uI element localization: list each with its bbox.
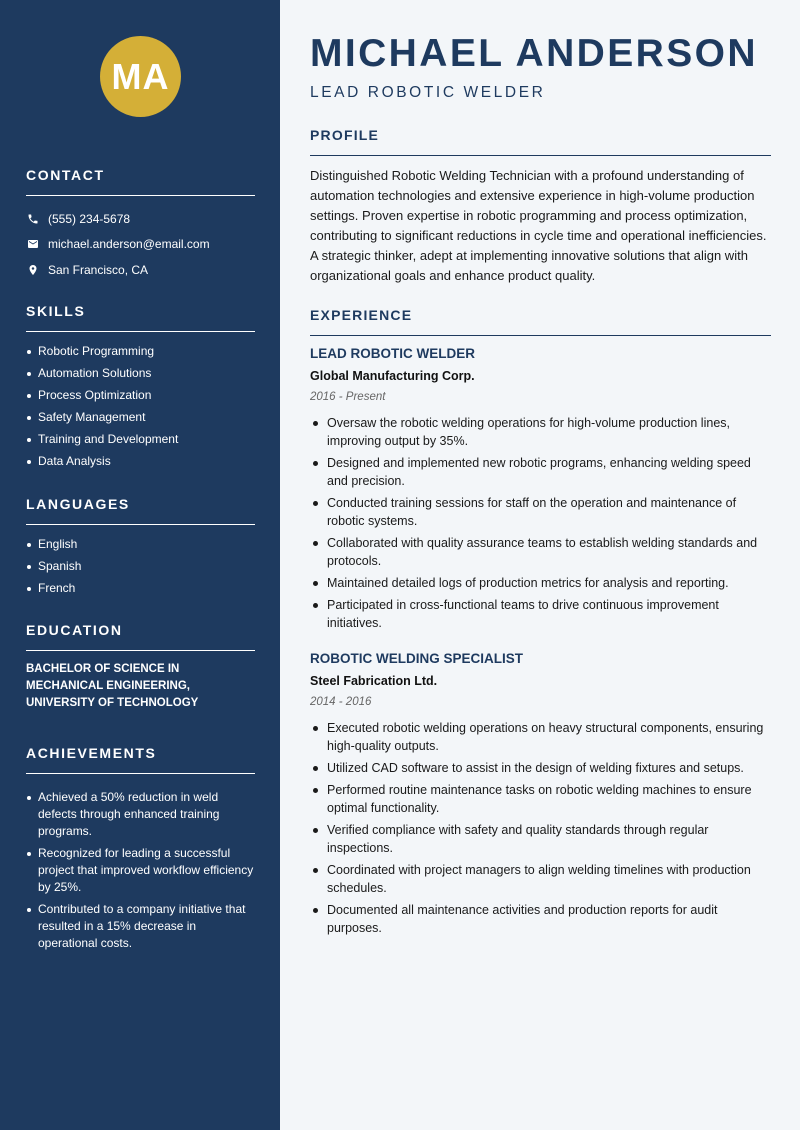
languages-section [26, 496, 255, 602]
achievement-item: Achieved a 50% reduction in weld defects through enhanced training programs. [26, 789, 255, 840]
email-text: michael.anderson@email.com [48, 237, 210, 252]
job-bullet: Verified compliance with safety and quality standards through regular inspections. [310, 821, 771, 857]
contact-location [26, 257, 255, 283]
job-entry [310, 346, 771, 636]
achievements-divider [26, 773, 255, 774]
job-bullet: Conducted training sessions for staff on the operation and maintenance of robotic systems. [310, 494, 771, 530]
phone-icon [26, 212, 40, 226]
profile-text: Distinguished Robotic Welding Technician with a profound understanding of automation technologies and extensive experience in high-volume production settings. Proven expertise in robotic programming and process optimization, contributing to significant reductions in cycle time and operational inefficiencies. A strategic thinker, adept at implementing innovative solutions that align with organizational goals and enhance product quality. [310, 168, 767, 283]
job-bullet: Maintained detailed logs of production metrics for analysis and reporting. [310, 574, 771, 592]
job-title: ROBOTIC WELDING SPECIALIST [310, 651, 524, 666]
skills-section [26, 303, 255, 475]
job-bullet: Collaborated with quality assurance teams to establish welding standards and protocols. [310, 534, 771, 570]
profile-section [310, 127, 771, 286]
skill-item: Process Optimization [26, 387, 255, 404]
main-content [280, 0, 800, 1130]
education-degree: BACHELOR OF SCIENCE IN MECHANICAL ENGINEERING, UNIVERSITY OF TECHNOLOGY [26, 663, 199, 709]
language-item: English [26, 536, 255, 553]
avatar: MA [100, 36, 181, 117]
location-pin-icon [26, 263, 40, 277]
skills-divider [26, 331, 255, 332]
job-bullet: Documented all maintenance activities and production reports for audit purposes. [310, 901, 771, 937]
candidate-title: LEAD ROBOTIC WELDER [310, 84, 546, 101]
job-bullet: Coordinated with project managers to align welding timelines with production schedules. [310, 861, 771, 897]
education-section [26, 622, 255, 712]
job-dates: 2014 - 2016 [310, 696, 372, 708]
location-text: San Francisco, CA [48, 262, 149, 277]
education-divider [26, 650, 255, 651]
skill-item: Robotic Programming [26, 343, 255, 360]
profile-divider [310, 155, 771, 156]
achievement-item: Contributed to a company initiative that resulted in a 15% decrease in operational costs. [26, 901, 255, 952]
skills-heading: SKILLS [26, 303, 86, 319]
job-bullet: Participated in cross-functional teams to drive continuous improvement initiatives. [310, 596, 771, 632]
achievements-section [26, 745, 255, 957]
contact-heading: CONTACT [26, 167, 105, 183]
contact-section [26, 167, 255, 283]
candidate-name: MICHAEL ANDERSON [310, 32, 758, 75]
achievement-item: Recognized for leading a successful project that improved workflow efficiency by 25%. [26, 845, 255, 896]
phone-text: (555) 234-5678 [48, 211, 131, 226]
job-bullet: Executed robotic welding operations on heavy structural components, ensuring high-quality outputs. [310, 719, 771, 755]
contact-divider [26, 195, 255, 196]
languages-divider [26, 524, 255, 525]
job-dates: 2016 - Present [310, 391, 386, 403]
skill-item: Safety Management [26, 409, 255, 426]
job-company: Global Manufacturing Corp. [310, 369, 475, 383]
job-bullet: Oversaw the robotic welding operations for high-volume production lines, improving output by 35%. [310, 414, 771, 450]
sidebar [0, 0, 280, 1130]
experience-heading: EXPERIENCE [310, 307, 413, 323]
languages-heading: LANGUAGES [26, 496, 130, 512]
education-heading: EDUCATION [26, 622, 123, 638]
job-bullet: Designed and implemented new robotic programs, enhancing welding speed and precision. [310, 454, 771, 490]
job-title: LEAD ROBOTIC WELDER [310, 346, 475, 361]
email-icon [26, 237, 40, 251]
profile-heading: PROFILE [310, 127, 380, 143]
skill-item: Automation Solutions [26, 365, 255, 382]
job-entry [310, 651, 771, 941]
job-company: Steel Fabrication Ltd. [310, 674, 438, 688]
language-item: Spanish [26, 558, 255, 575]
job-bullet: Utilized CAD software to assist in the design of welding fixtures and setups. [310, 759, 771, 777]
achievements-heading: ACHIEVEMENTS [26, 745, 157, 761]
skill-item: Training and Development [26, 431, 255, 448]
contact-phone [26, 206, 255, 232]
skill-item: Data Analysis [26, 453, 255, 470]
job-bullet: Performed routine maintenance tasks on robotic welding machines to ensure optimal functionality. [310, 781, 771, 817]
experience-section [310, 307, 771, 336]
contact-email [26, 232, 255, 258]
experience-divider [310, 335, 771, 336]
language-item: French [26, 580, 255, 597]
